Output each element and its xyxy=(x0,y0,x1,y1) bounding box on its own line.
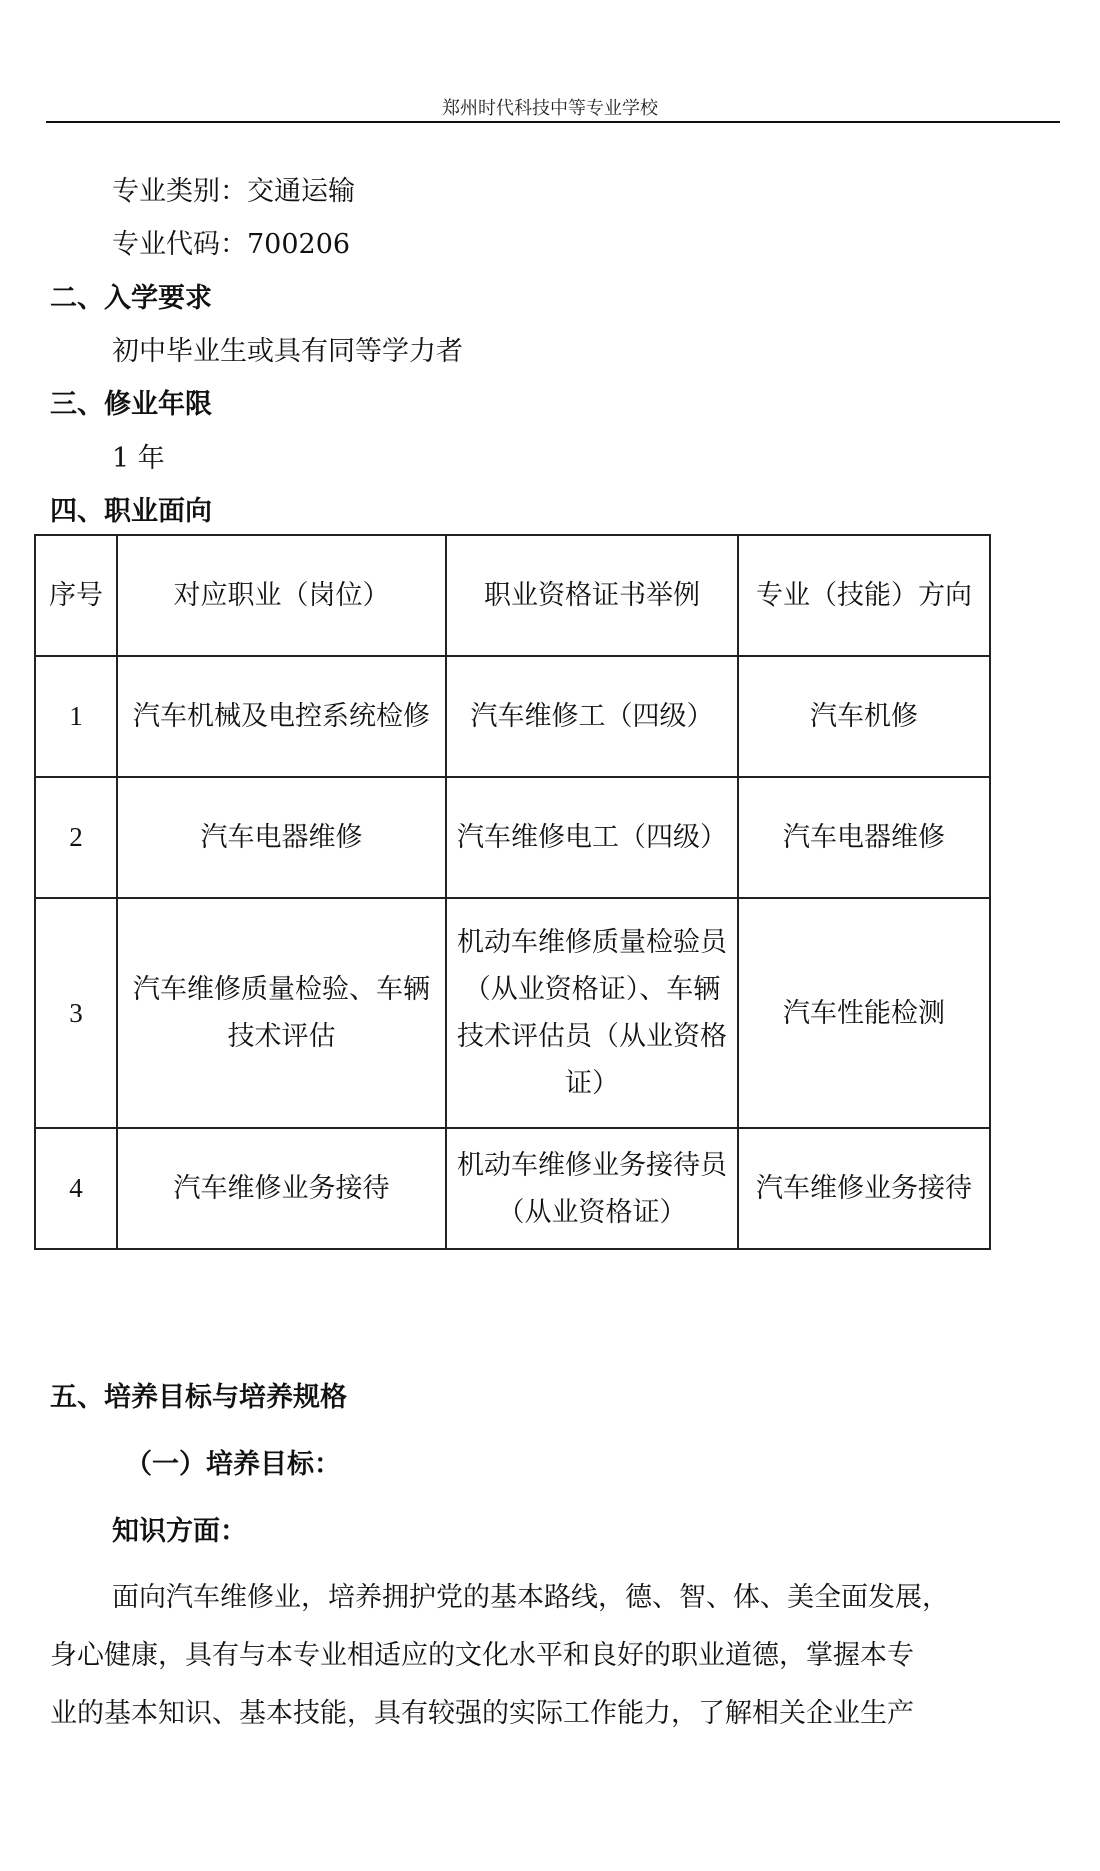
section-career-title: 四、职业面向 xyxy=(50,496,212,527)
row-job: 汽车维修业务接待 xyxy=(117,1128,446,1249)
section-goals-title: 五、培养目标与培养规格 xyxy=(50,1382,347,1413)
row-cert: 机动车维修质量检验员（从业资格证）、车辆技术评估员（从业资格证） xyxy=(446,898,738,1128)
table-row xyxy=(35,656,990,777)
row-dir: 汽车电器维修 xyxy=(738,777,990,898)
row-num: 3 xyxy=(35,898,117,1128)
knowledge-heading: 知识方面： xyxy=(112,1516,247,1547)
header-num: 序号 xyxy=(35,535,117,656)
goals-paragraph-line-1: 面向汽车维修业，培养拥护党的基本路线，德、智、体、美全面发展， xyxy=(112,1582,949,1613)
table-header-row xyxy=(35,535,990,656)
row-job: 汽车维修质量检验、车辆技术评估 xyxy=(117,898,446,1128)
row-dir: 汽车性能检测 xyxy=(738,898,990,1128)
row-num: 1 xyxy=(35,656,117,777)
major-code: 专业代码：700206 xyxy=(112,229,351,260)
section-goals-subtitle: （一）培养目标： xyxy=(125,1449,341,1480)
row-num: 2 xyxy=(35,777,117,898)
goals-paragraph-line-3: 业的基本知识、基本技能，具有较强的实际工作能力，了解相关企业生产 xyxy=(50,1698,914,1729)
section-duration-text: 1 年 xyxy=(112,443,165,474)
major-category: 专业类别：交通运输 xyxy=(112,176,355,207)
header-job: 对应职业（岗位） xyxy=(117,535,446,656)
table-row xyxy=(35,777,990,898)
row-cert: 汽车维修电工（四级） xyxy=(446,777,738,898)
career-table xyxy=(34,534,991,1250)
row-job: 汽车电器维修 xyxy=(117,777,446,898)
table-row xyxy=(35,898,990,1128)
section-admission-text: 初中毕业生或具有同等学力者 xyxy=(112,336,463,367)
row-cert: 汽车维修工（四级） xyxy=(446,656,738,777)
header-dir: 专业（技能）方向 xyxy=(738,535,990,656)
row-job: 汽车机械及电控系统检修 xyxy=(117,656,446,777)
section-duration-title: 三、修业年限 xyxy=(50,389,212,420)
school-header: 郑州时代科技中等专业学校 xyxy=(442,98,658,119)
header-cert: 职业资格证书举例 xyxy=(446,535,738,656)
header-rule xyxy=(46,121,1060,123)
section-admission-title: 二、入学要求 xyxy=(50,283,212,314)
row-dir: 汽车机修 xyxy=(738,656,990,777)
row-dir: 汽车维修业务接待 xyxy=(738,1128,990,1249)
goals-paragraph-line-2: 身心健康，具有与本专业相适应的文化水平和良好的职业道德，掌握本专 xyxy=(50,1640,914,1671)
row-cert: 机动车维修业务接待员（从业资格证） xyxy=(446,1128,738,1249)
row-num: 4 xyxy=(35,1128,117,1249)
table-row xyxy=(35,1128,990,1249)
